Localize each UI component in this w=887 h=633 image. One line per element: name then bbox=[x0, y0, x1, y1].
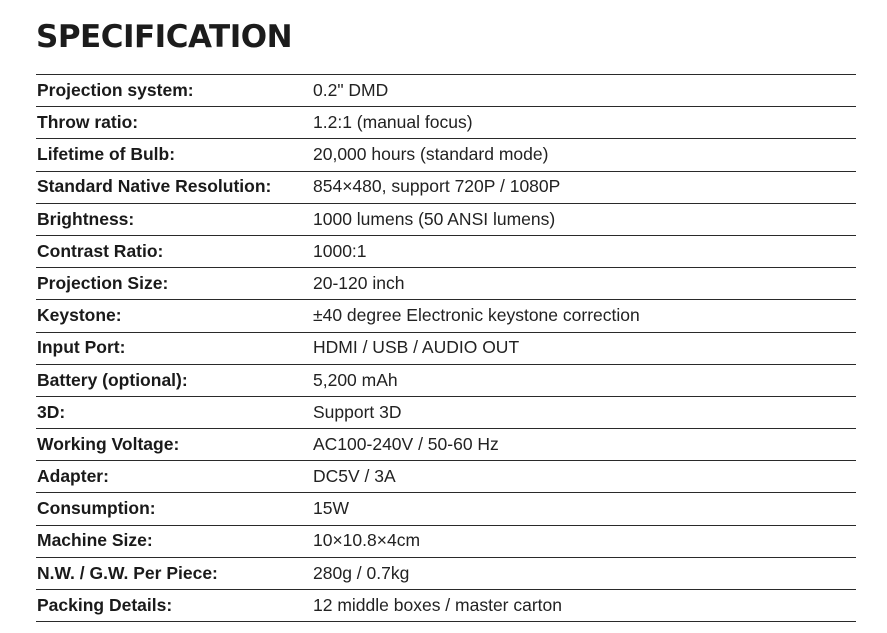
spec-label: Machine Size: bbox=[36, 525, 312, 557]
spec-value: 0.2" DMD bbox=[312, 75, 856, 107]
spec-label: Battery (optional): bbox=[36, 364, 312, 396]
table-row bbox=[36, 557, 856, 589]
specification-rows bbox=[36, 75, 856, 622]
spec-label: Contrast Ratio: bbox=[36, 235, 312, 267]
table-row bbox=[36, 235, 856, 267]
spec-label: Standard Native Resolution: bbox=[36, 171, 312, 203]
spec-label: Packing Details: bbox=[36, 590, 312, 622]
page-title: SPECIFICATION bbox=[36, 19, 293, 55]
spec-label: 3D: bbox=[36, 396, 312, 428]
table-row bbox=[36, 493, 856, 525]
table-row bbox=[36, 429, 856, 461]
spec-value: HDMI / USB / AUDIO OUT bbox=[312, 332, 856, 364]
spec-value: AC100-240V / 50-60 Hz bbox=[312, 429, 856, 461]
spec-value: 10×10.8×4cm bbox=[312, 525, 856, 557]
table-row bbox=[36, 107, 856, 139]
spec-value: 20-120 inch bbox=[312, 268, 856, 300]
table-row bbox=[36, 171, 856, 203]
spec-value: 12 middle boxes / master carton bbox=[312, 590, 856, 622]
spec-value: 1000 lumens (50 ANSI lumens) bbox=[312, 203, 856, 235]
spec-value: 1.2:1 (manual focus) bbox=[312, 107, 856, 139]
table-row bbox=[36, 332, 856, 364]
spec-label: Lifetime of Bulb: bbox=[36, 139, 312, 171]
table-row bbox=[36, 268, 856, 300]
spec-label: Keystone: bbox=[36, 300, 312, 332]
table-row bbox=[36, 525, 856, 557]
spec-label: Consumption: bbox=[36, 493, 312, 525]
table-row bbox=[36, 300, 856, 332]
spec-value: Support 3D bbox=[312, 396, 856, 428]
spec-label: Working Voltage: bbox=[36, 429, 312, 461]
spec-label: Projection system: bbox=[36, 75, 312, 107]
table-row bbox=[36, 590, 856, 622]
spec-label: N.W. / G.W. Per Piece: bbox=[36, 557, 312, 589]
spec-value: 15W bbox=[312, 493, 856, 525]
table-row bbox=[36, 396, 856, 428]
spec-label: Brightness: bbox=[36, 203, 312, 235]
spec-value: 854×480, support 720P / 1080P bbox=[312, 171, 856, 203]
spec-value: 5,200 mAh bbox=[312, 364, 856, 396]
table-row bbox=[36, 461, 856, 493]
specification-table bbox=[36, 74, 856, 622]
spec-value: ±40 degree Electronic keystone correction bbox=[312, 300, 856, 332]
table-row bbox=[36, 139, 856, 171]
spec-label: Adapter: bbox=[36, 461, 312, 493]
spec-label: Throw ratio: bbox=[36, 107, 312, 139]
spec-value: 1000:1 bbox=[312, 235, 856, 267]
table-row bbox=[36, 203, 856, 235]
table-row bbox=[36, 75, 856, 107]
spec-label: Projection Size: bbox=[36, 268, 312, 300]
spec-value: 280g / 0.7kg bbox=[312, 557, 856, 589]
table-row bbox=[36, 364, 856, 396]
spec-label: Input Port: bbox=[36, 332, 312, 364]
spec-value: 20,000 hours (standard mode) bbox=[312, 139, 856, 171]
spec-value: DC5V / 3A bbox=[312, 461, 856, 493]
